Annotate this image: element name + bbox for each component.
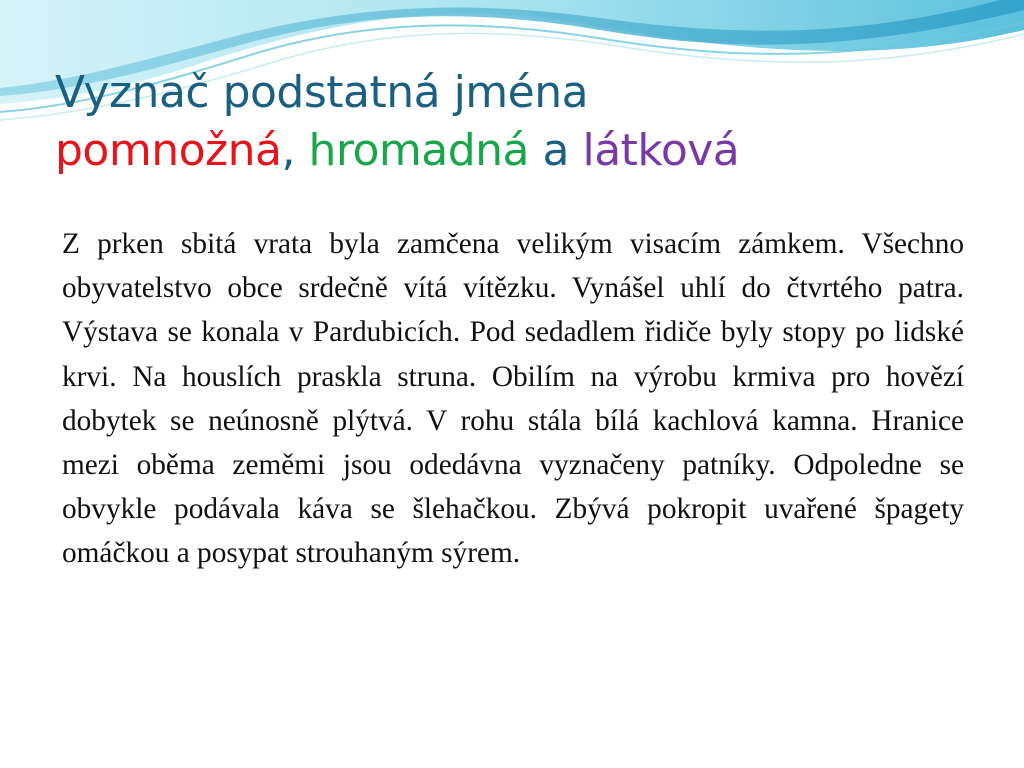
title-word-a: a — [542, 125, 569, 176]
title-word-latkova: látková — [582, 125, 740, 176]
title-line-2 — [55, 122, 995, 180]
title-word-hromadna: hromadná — [308, 125, 530, 176]
title-comma: , — [281, 125, 295, 176]
title-word-pomnozna: pomnožná — [55, 125, 282, 176]
exercise-text: Z prken sbitá vrata byla zamčena velikým visacím zámkem. Všechno obyvatelstvo obce srdečně vítá vítězku. Vynášel uhlí do čtvrtého patra. Výstava se konala v Pardubicích. Pod sedadlem řidiče byly stopy po lidské krvi. Na houslích praskla struna. Obilím na výrobu krmiva pro hovězí dobytek se neúnosně plýtvá. V rohu stála bílá kachlová kamna. Hranice mezi oběma zeměmi jsou odedávna vyznačeny patníky. Odpoledne se obvykle podávala káva se šlehačkou. Zbývá pokropit uvařené špagety omáčkou a posypat strouhaným sýrem. — [62, 228, 964, 570]
slide-title — [55, 64, 995, 180]
title-line-1: Vyznač podstatná jména — [55, 67, 589, 118]
